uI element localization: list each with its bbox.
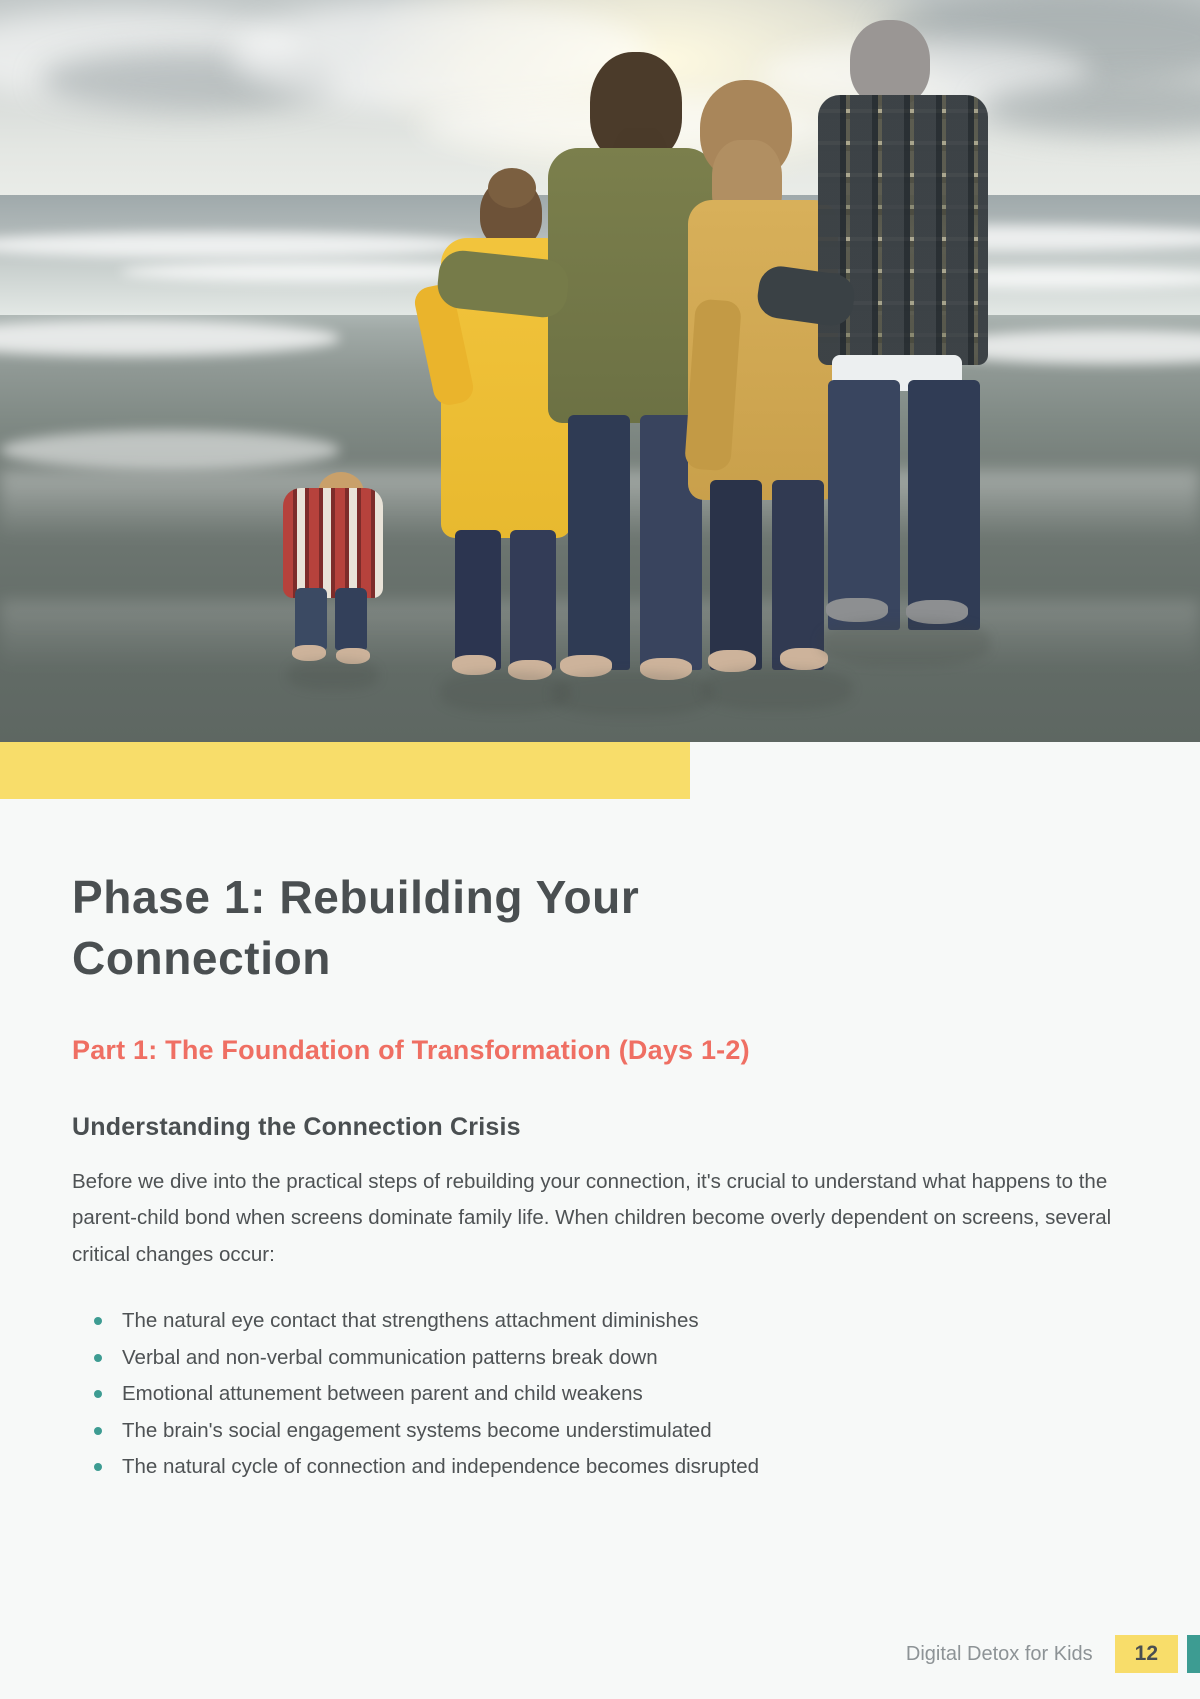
- cloud-shape: [230, 0, 650, 110]
- yellow-accent-bar: [0, 742, 690, 799]
- bullet-list: [72, 1303, 1128, 1485]
- page-footer: [906, 1635, 1200, 1673]
- list-item: Verbal and non-verbal communication patterns break down: [116, 1340, 1128, 1376]
- list-item: The natural eye contact that strengthens attachment diminishes: [116, 1303, 1128, 1339]
- body-paragraph: Before we dive into the practical steps of rebuilding your connection, it's crucial to understand what happens to the parent-child bond when screens dominate family life. When children become overly dependent on screens, several critical changes occur:: [72, 1169, 1112, 1266]
- section-heading: Understanding the Connection Crisis: [72, 1112, 521, 1141]
- page-number-badge: 12: [1115, 1635, 1178, 1672]
- list-item: Emotional attunement between parent and child weakens: [116, 1376, 1128, 1412]
- list-item: The brain's social engagement systems become understimulated: [116, 1413, 1128, 1449]
- hero-image: [0, 0, 1200, 742]
- footer-teal-tab: [1187, 1635, 1200, 1673]
- wave-foam: [0, 430, 340, 470]
- page-content: [0, 799, 1200, 1699]
- list-item: The natural cycle of connection and independence becomes disrupted: [116, 1449, 1128, 1485]
- page-subtitle: Part 1: The Foundation of Transformation (Days 1-2): [72, 1035, 750, 1066]
- page-title: Phase 1: Rebuilding Your Connection: [72, 871, 640, 984]
- footer-book-title: Digital Detox for Kids: [905, 1642, 1093, 1665]
